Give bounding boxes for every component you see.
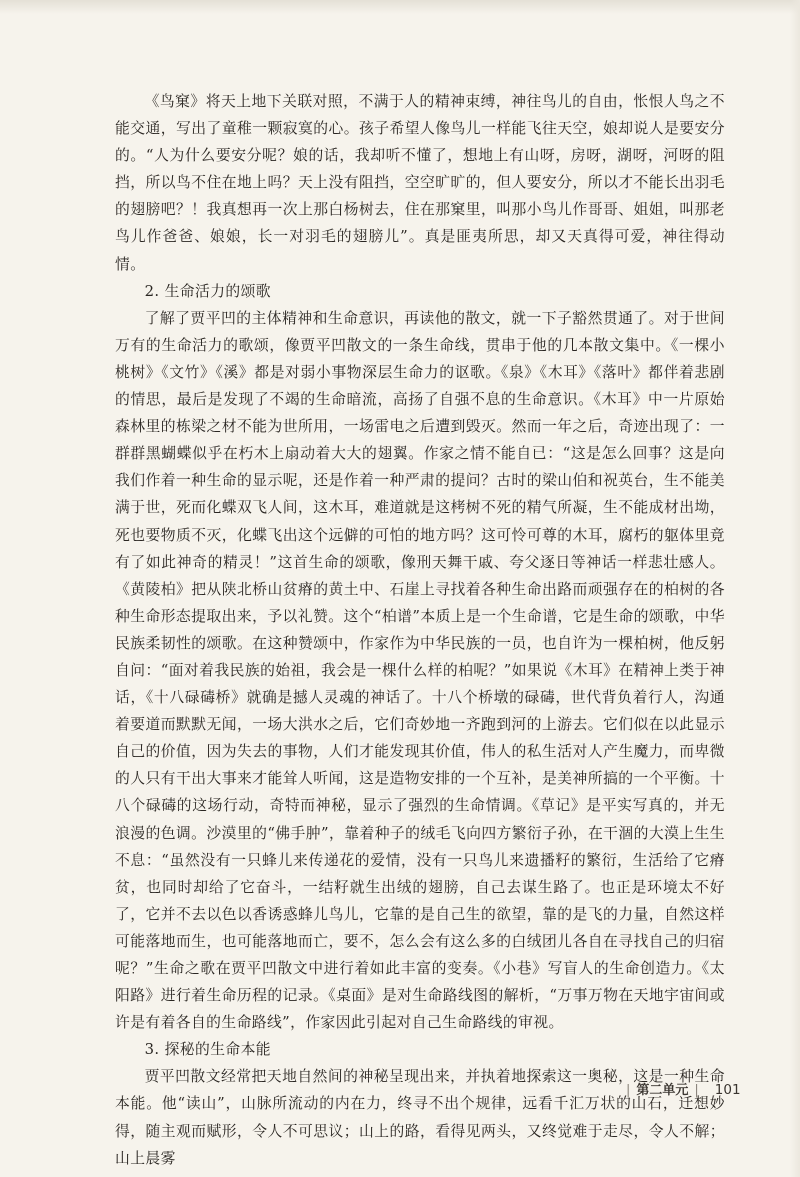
section-heading-life-vitality: 2. 生命活力的颂歌 [144, 282, 271, 300]
footer-separator-right: | [694, 1083, 699, 1098]
page-body [115, 88, 725, 1172]
paragraph-bird-nest: 《鸟窠》将天上地下关联对照，不满于人的精神束缚，神往鸟儿的自由，怅恨人鸟之不能交通，写出了童稚一颗寂寞的心。孩子希望人像鸟儿一样能飞往天空，娘却说人是要安分的。“人为什么要安分呢？娘的话，我却听不懂了，想地上有山呀，房呀，湖呀，河呀的阻挡，所以鸟不住在地上吗？天上没有阻挡，空空旷旷的，但人要安分，所以才不能长出羽毛的翅膀吧？！我真想再一次上那白杨树去，住在那窠里，叫那小鸟儿作哥哥、姐姐，叫那老鸟儿作爸爸、娘娘，长一对羽毛的翅膀儿”。真是匪夷所思，却又天真得可爱，神往得动情。 [115, 93, 725, 273]
footer-separator-left: | [626, 1083, 631, 1098]
page-number: 101 [714, 1082, 741, 1098]
page-footer [620, 1079, 741, 1098]
page-right-shadow [790, 0, 800, 1177]
unit-label: 第二单元 [636, 1083, 689, 1098]
paragraph-life-vitality: 了解了贾平凹的主体精神和生命意识，再读他的散文，就一下子豁然贯通了。对于世间万有的生命活力的歌颂，像贾平凹散文的一条生命线，贯串于他的几本散文集中。《一棵小桃树》《文竹》《溪》都是对弱小事物深层生命力的讴歌。《泉》《木耳》《落叶》都伴着悲剧的情思，最后是发现了不竭的生命暗流，高扬了自强不息的生命意识。《木耳》中一片原始森林里的栋梁之材不能为世所用，一场雷电之后遭到毁灭。然而一年之后，奇迹出现了：一群群黑蝴蝶似乎在朽木上扇动着大大的翅翼。作家之情不能自已：“这是怎么回事？这是向我们作着一种生命的显示呢，还是作着一种严肃的提问？古时的梁山伯和祝英台，生不能美满于世，死而化蝶双飞人间，这木耳，难道就是这栲树不死的精气所凝，生不能成材出坳，死也要物质不灭，化蝶飞出这个远僻的可怕的地方吗？这可怜可尊的木耳，腐朽的躯体里竟有了如此神奇的精灵！”这首生命的颂歌，像刑天舞干戚、夸父逐日等神话一样悲壮感人。《黄陵柏》把从陕北桥山贫瘠的黄土中、石崖上寻找着各种生命出路而顽强存在的柏树的各种生命形态提取出来，予以礼赞。这个“柏谱”本质上是一个生命谱，它是生命的颂歌，中华民族柔韧性的颂歌。在这种赞颂中，作家作为中华民族的一员，也自许为一棵柏树，他反躬自问：“面对着我民族的始祖，我会是一棵什么样的柏呢？”如果说《木耳》在精神上类于神话，《十八碌碡桥》就确是撼人灵魂的神话了。十八个桥墩的碌碡，世代背负着行人，沟通着要道而默默无闻，一场大洪水之后，它们奇妙地一齐跑到河的上游去。它们似在以此显示自己的价值，因为失去的事物，人们才能发现其价值，伟人的私生活对人产生魔力，而卑微的人只有干出大事来才能耸人听闻，这是造物安排的一个互补，是美神所搞的一个平衡。十八个碌碡的这场行动，奇特而神秘，显示了强烈的生命情调。《草记》是平实写真的，并无浪漫的色调。沙漠里的“佛手肿”，靠着种子的绒毛飞向四方繁衍子孙，在干涸的大漠上生生不息：“虽然没有一只蜂儿来传递花的爱情，没有一只鸟儿来遗播籽的繁衍，生活给了它瘠贫，也同时却给了它奋斗，一结籽就生出绒的翅膀，自己去谋生路了。也正是环境太不好了，它并不去以色以香诱惑蜂儿鸟儿，它靠的是自己生的欲望，靠的是飞的力量，自然这样可能落地而生，也可能落地而亡，要不，怎么会有这么多的白绒团儿各自在寻找自己的归宿呢？”生命之歌在贾平凹散文中进行着如此丰富的变奏。《小巷》写盲人的生命创造力。《太阳路》进行着生命历程的记录。《桌面》是对生命路线图的解析，“万事万物在天地宇宙间或许是有着各自的生命路线”，作家因此引起对自己生命路线的审视。 [115, 309, 725, 1032]
paragraph-exploring-mystery: 贾平凹散文经常把天地自然间的神秘呈现出来，并执着地探索这一奥秘，这是一种生命本能。他“读山”，山脉所流动的内在力，终寻不出个规律，远看千汇万状的山石，迁想妙得，随主观而赋形，令人不可思议；山上的路，看得见两头，又终觉难于走尽，令人不解；山上晨雾 [115, 1068, 725, 1167]
page-top-shadow [0, 0, 800, 14]
section-heading-exploring-mystery: 3. 探秘的生命本能 [144, 1041, 271, 1059]
